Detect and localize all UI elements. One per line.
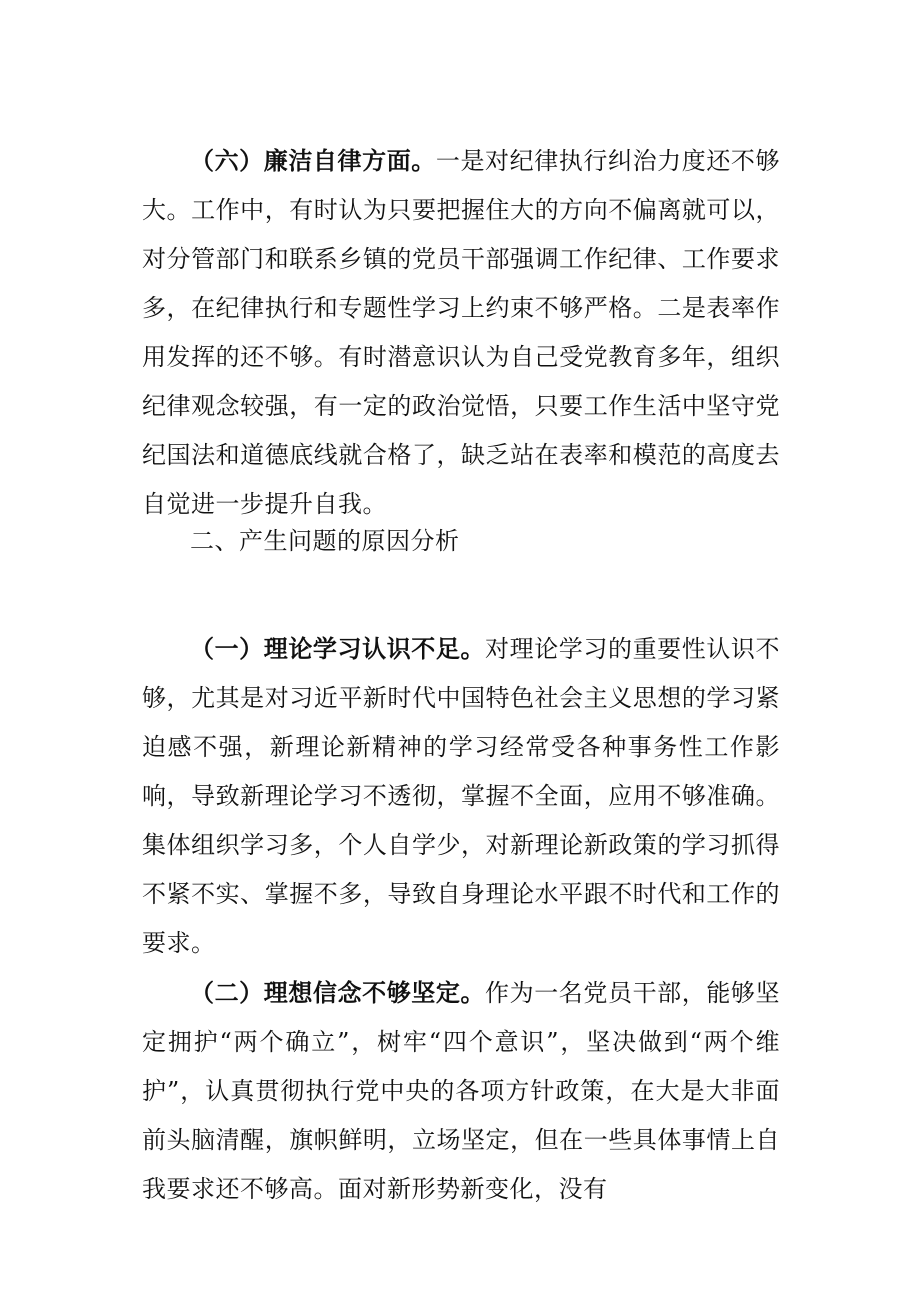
subheading-integrity-self-discipline: （六）廉洁自律方面。	[190, 146, 436, 175]
paragraph-body: 一是对纪律执行纠治力度还不够大。工作中，有时认为只要把握住大的方向不偏离就可以，对分管部门和联系乡镇的党员干部强调工作纪律、工作要求多，在纪律执行和专题性学习上约束不够严格。二是表率作用发挥的还不够。有时潜意识认为自己受党教育多年，组织纪律观念较强，有一定的政治觉悟，只要工作生活中坚守党纪国法和道德底线就合格了，缺乏站在表率和模范的高度去自觉进一步提升自我。	[142, 147, 781, 518]
subheading-theory-study: （一）理论学习认识不足。	[190, 634, 486, 663]
paragraph-theory-study	[142, 624, 780, 968]
paragraph-ideals-beliefs	[142, 968, 780, 1214]
subheading-ideals-beliefs: （二）理想信念不够坚定。	[190, 978, 486, 1007]
paragraph-body: 对理论学习的重要性认识不够，尤其是对习近平新时代中国特色社会主义思想的学习紧迫感不强，新理论新精神的学习经常受各种事务性工作影响，导致新理论学习不透彻，掌握不全面，应用不够准确。集体组织学习多，个人自学少，对新理论新政策的学习抓得不紧不实、掌握不多，导致自身理论水平跟不时代和工作的要求。	[142, 635, 781, 957]
section-heading-cause-analysis: 二、产生问题的原因分析	[190, 527, 460, 555]
paragraph-integrity-self-discipline	[142, 136, 780, 529]
paragraph-body: 作为一名党员干部，能够坚定拥护“两个确立”，树牢“四个意识”，坚决做到“两个维护”，认真贯彻执行党中央的各项方针政策，在大是大非面前头脑清醒，旗帜鲜明，立场坚定，但在一些具体事情上自我要求还不够高。面对新形势新变化，没有	[142, 979, 781, 1203]
